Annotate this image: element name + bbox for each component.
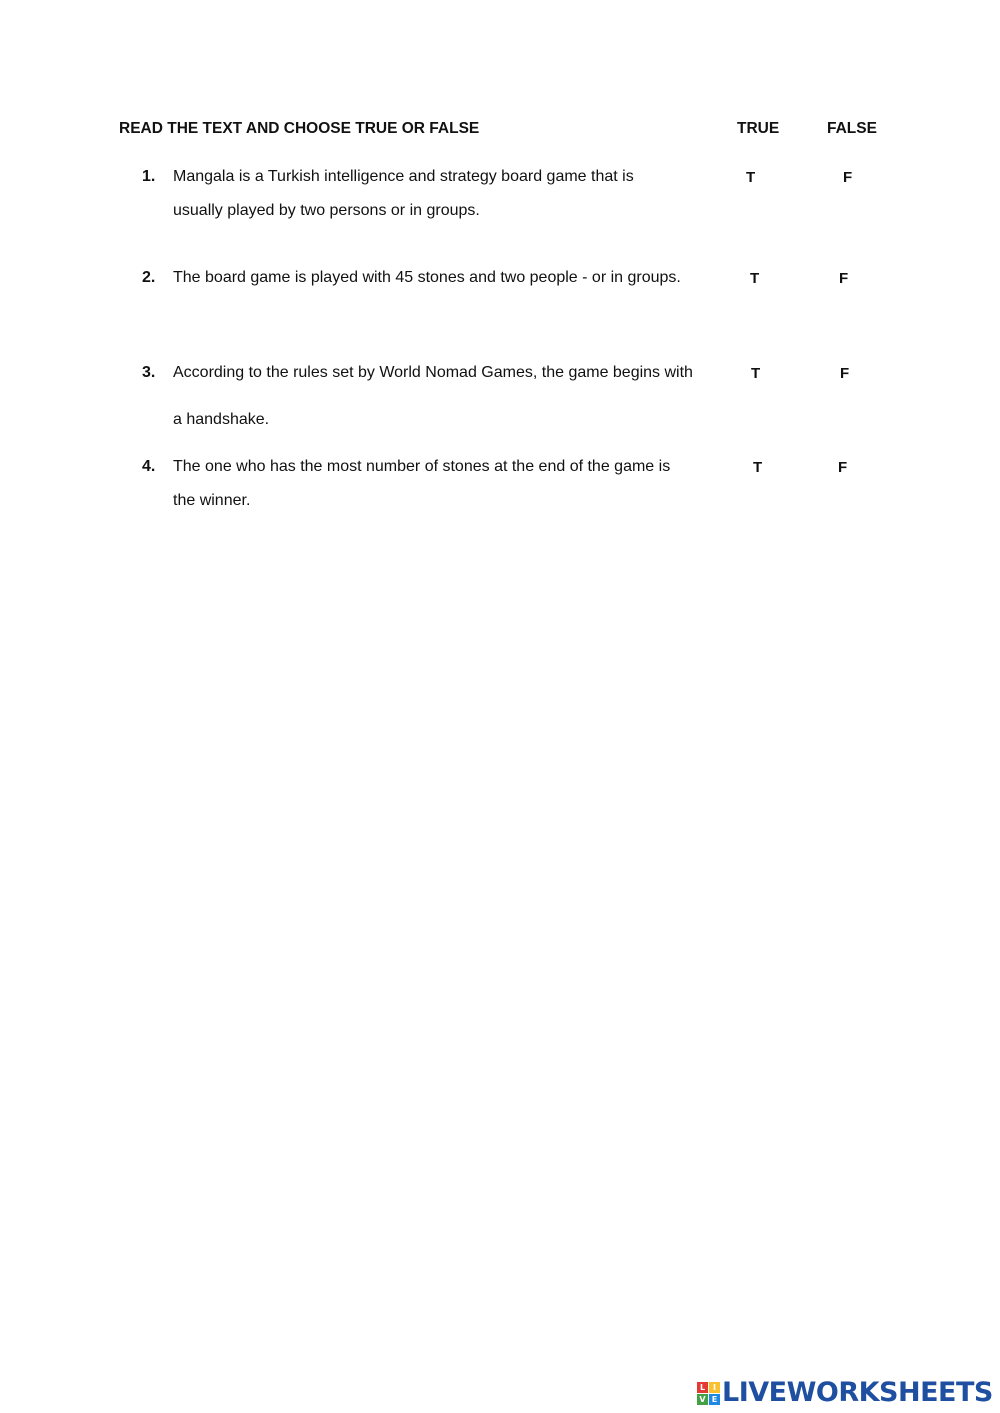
false-column-header: FALSE bbox=[827, 120, 877, 137]
logo-mark-cell: V bbox=[697, 1394, 708, 1405]
false-option[interactable]: F bbox=[838, 459, 848, 476]
question-number: 1. bbox=[142, 168, 156, 185]
liveworksheets-logo bbox=[697, 1378, 993, 1408]
question-text-line: a handshake. bbox=[173, 411, 270, 428]
true-option[interactable]: T bbox=[746, 169, 756, 186]
logo-mark-icon bbox=[697, 1382, 720, 1405]
logo-text: LIVEWORKSHEETS bbox=[722, 1377, 993, 1408]
true-option[interactable]: T bbox=[753, 459, 763, 476]
question-text-line: the winner. bbox=[173, 492, 251, 509]
question-number: 3. bbox=[142, 364, 156, 381]
question-text-line: usually played by two persons or in groups. bbox=[173, 202, 480, 219]
logo-mark-cell: I bbox=[709, 1382, 720, 1393]
false-option[interactable]: F bbox=[839, 270, 849, 287]
logo-mark-cell: E bbox=[709, 1394, 720, 1405]
true-option[interactable]: T bbox=[750, 270, 760, 287]
question-text-line: Mangala is a Turkish intelligence and strategy board game that is bbox=[173, 168, 634, 185]
false-option[interactable]: F bbox=[840, 365, 850, 382]
false-option[interactable]: F bbox=[843, 169, 853, 186]
question-text-line: According to the rules set by World Nomad Games, the game begins with bbox=[173, 364, 693, 381]
true-option[interactable]: T bbox=[751, 365, 761, 382]
instruction-heading: READ THE TEXT AND CHOOSE TRUE OR FALSE bbox=[119, 120, 480, 137]
logo-mark-cell: L bbox=[697, 1382, 708, 1393]
question-number: 2. bbox=[142, 269, 156, 286]
question-number: 4. bbox=[142, 458, 156, 475]
question-text-line: The board game is played with 45 stones and two people - or in groups. bbox=[173, 269, 681, 286]
true-column-header: TRUE bbox=[737, 120, 780, 137]
question-text-line: The one who has the most number of stones at the end of the game is bbox=[173, 458, 671, 475]
